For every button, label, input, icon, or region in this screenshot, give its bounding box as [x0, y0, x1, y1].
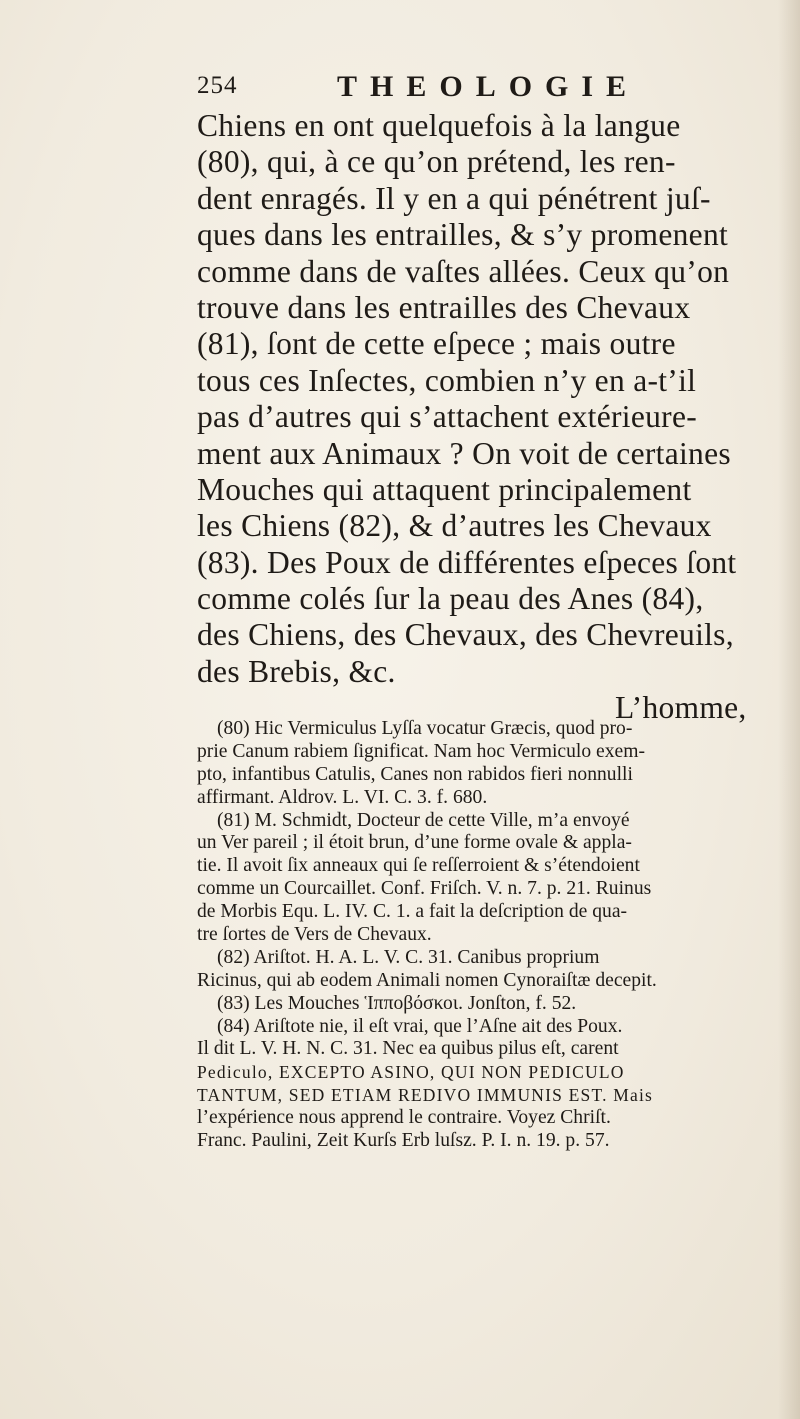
footnote-line: Franc. Paulini, Zeit Kurſs Erb luſsz. P. I. n. 19. p. 57. [197, 1130, 610, 1152]
text-line: des Chiens, des Chevaux, des Chevreuils, [197, 617, 734, 653]
footnote-line: tie. Il avoit ſix anneaux qui ſe reſſerroient & s’étendoient [197, 855, 640, 877]
catchword-line: L’homme, [615, 690, 747, 726]
text-line: tous ces Inſectes, combien n’y en a-t’il [197, 362, 697, 398]
text-line: trouve dans les entrailles des Chevaux [197, 289, 691, 325]
footnote-line: comme un Courcaillet. Conf. Friſch. V. n. 7. p. 21. Ruinus [197, 878, 652, 900]
text-line: comme colés ſur la peau des Anes (84), [197, 581, 704, 617]
footnote-81: (81) M. Schmidt, Docteur de cette Ville, m’a envoyé [217, 809, 630, 831]
footnote-80: (80) Hic Vermiculus Lyſſa vocatur Græcis, quod pro- [217, 718, 633, 739]
footnote-line: TANTUM, SED ETIAM REDIVO IMMUNIS EST. Mais [197, 1085, 654, 1106]
main-text [197, 108, 795, 727]
text-line: (83). Des Poux de différentes eſpeces ſont [197, 544, 737, 580]
footnote-83: (83) Les Mouches Ἱπποβόσκοι. Jonſton, f. 52. [217, 992, 577, 1014]
text-line: comme dans de vaſtes allées. Ceux qu’on [197, 253, 730, 289]
footnote-line: pto, infantibus Catulis, Canes non rabidos fieri nonnulli [197, 763, 633, 785]
text-line: ment aux Animaux ? On voit de certaines [197, 435, 731, 471]
page-header [197, 70, 640, 110]
footnote-line: de Morbis Equ. L. IV. C. 1. a fait la deſcription de qua- [197, 901, 628, 923]
footnote-84: (84) Ariſtote nie, il eſt vrai, que l’Aſne ait des Poux. [217, 1015, 623, 1037]
text-line: dent enragés. Il y en a qui pénétrent juſ- [197, 180, 711, 216]
footnote-line: un Ver pareil ; il étoit brun, d’une forme ovale & appla- [197, 832, 632, 854]
footnote-line: affirmant. Aldrov. L. VI. C. 3. f. 680. [197, 786, 488, 808]
footnote-line: tre ſortes de Vers de Chevaux. [197, 924, 432, 946]
page-number: 254 [197, 72, 238, 99]
text-line: ques dans les entrailles, & s’y promenent [197, 217, 729, 253]
text-line: Chiens en ont quelquefois à la langue [197, 108, 681, 143]
footnotes [197, 718, 795, 1153]
text-line: pas d’autres qui s’attachent extérieure- [197, 399, 698, 435]
text-line: (81), ſont de cette eſpece ; mais outre [197, 326, 676, 362]
footnote-line: prie Canum rabiem ſignificat. Nam hoc Vermiculo exem- [197, 740, 645, 762]
text-line: Mouches qui attaquent principalement [197, 471, 692, 507]
text-line: des Brebis, &c. [197, 653, 396, 689]
footnote-line: l’expérience nous apprend le contraire. Voyez Chriſt. [197, 1107, 611, 1129]
footnote-82: (82) Ariſtot. H. A. L. V. C. 31. Canibus proprium [217, 946, 600, 968]
running-title: THEOLOGIE [337, 70, 640, 103]
text-line: les Chiens (82), & d’autres les Chevaux [197, 508, 712, 544]
text-line: (80), qui, à ce qu’on prétend, les ren- [197, 144, 676, 180]
footnote-line: Ricinus, qui ab eodem Animali nomen Cynoraiſtæ decepit. [197, 969, 657, 991]
footnote-line: Il dit L. V. H. N. C. 31. Nec ea quibus pilus eſt, carent [197, 1038, 619, 1060]
footnote-line: Pediculo, EXCEPTO ASINO, QUI NON PEDICULO [197, 1062, 625, 1083]
